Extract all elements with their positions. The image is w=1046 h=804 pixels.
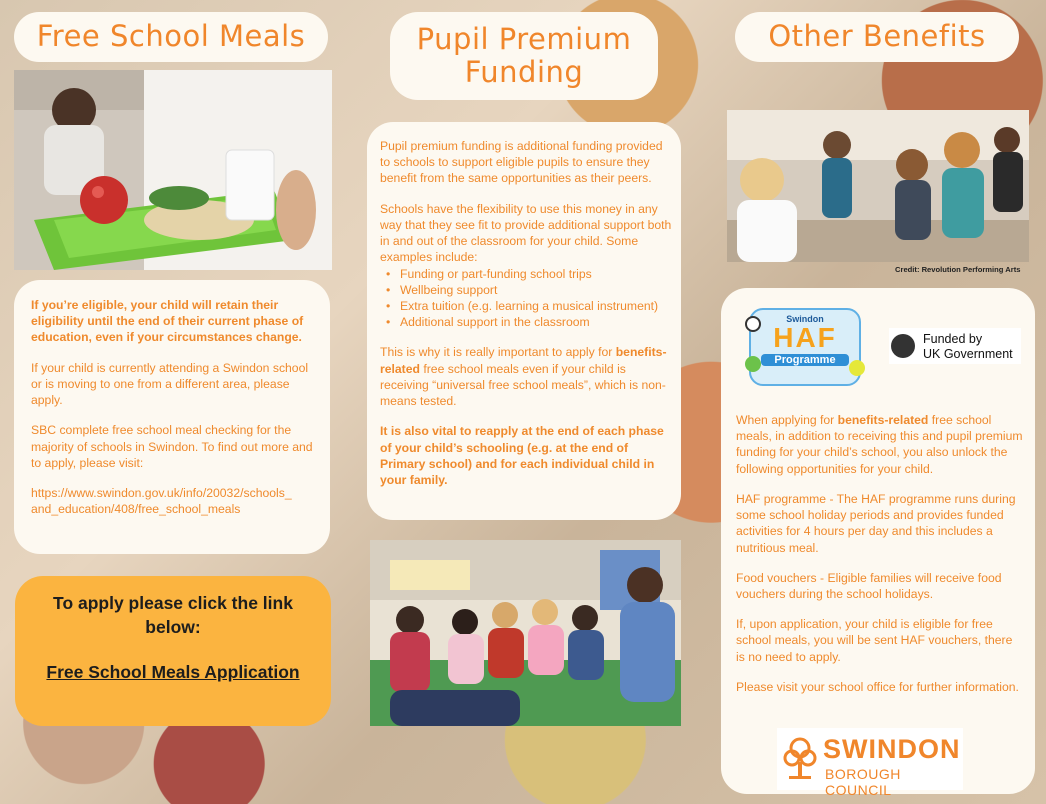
benefits-intro-text: [736, 412, 1024, 477]
classroom-photo: [370, 540, 681, 726]
pp-reapply-text: It is also vital to reapply at the end of each phase of your child’s schooling (e.g. at the end of Primary school) and for each individual child in your family.: [380, 424, 664, 487]
free-school-meals-application-link[interactable]: Free School Meals Application: [46, 662, 300, 683]
pp-important-text: [380, 344, 672, 409]
pp-example-item: • Wellbeing support: [380, 282, 672, 298]
uk-government-logo: [889, 328, 1021, 364]
pupil-premium-title-line1: Pupil Premium: [416, 21, 632, 56]
other-benefits-title: Other Benefits: [735, 12, 1019, 62]
council-logo-line1: SWINDON: [823, 734, 961, 764]
sbc-checking-text: SBC complete free school meal checking for the majority of schools in Swindon. To find out more and to apply, please visit:: [31, 423, 313, 470]
benefits-intro-b: free school meals, in addition to receiving this and pupil premium funding for your child’s school, you also unlock the following opportunities for your child.: [736, 413, 1023, 476]
haf-logo-main: HAF: [773, 322, 837, 353]
pp-example-item: • Extra tuition (e.g. learning a musical instrument): [380, 298, 672, 314]
pp-examples-list: [380, 266, 672, 331]
pp-example-item: • Additional support in the classroom: [380, 314, 672, 330]
swindon-borough-council-logo: [777, 728, 963, 798]
info-url-line1[interactable]: https://www.swindon.gov.uk/info/20032/schools_: [31, 485, 292, 500]
pp-flexibility-text: Schools have the flexibility to use this money in any way that they see fit to provide additional support both in and out of the classroom for your child. Some examples include:: [380, 201, 672, 265]
haf-logo-bottom: Programme: [761, 354, 849, 366]
tree-icon: [783, 736, 817, 782]
funded-by-line2: UK Government: [923, 347, 1013, 361]
apply-box: [15, 576, 331, 726]
school-office-text: Please visit your school office for further information.: [736, 679, 1019, 694]
pupil-premium-panel: [367, 122, 681, 520]
tennis-ball-icon: [849, 360, 865, 376]
lunch-tray-photo: [14, 70, 332, 270]
haf-programme-text: HAF programme - The HAF programme runs during some school holiday periods and provides funded activities for 4 hours per day and this includes a nutritious meal.: [736, 491, 1016, 555]
other-benefits-panel: [721, 288, 1035, 798]
haf-programme-logo: [749, 308, 861, 386]
info-url-line2[interactable]: and_education/408/free_school_meals: [31, 502, 241, 517]
haf-vouchers-text: If, upon application, your child is eligible for free school meals, you will be sent HAF vouchers, there is no need to apply.: [736, 617, 1013, 664]
royal-crest-icon: [891, 334, 915, 358]
pp-intro-text: Pupil premium funding is additional funding provided to schools to support eligible pupils to ensure they benefit from the same opportunities as their peers.: [380, 139, 663, 186]
pupil-premium-title-line2: Funding: [464, 55, 584, 89]
info-url[interactable]: [31, 485, 316, 517]
pp-example-item: • Funding or part-funding school trips: [380, 266, 672, 282]
children-dancing-photo: [727, 110, 1029, 262]
haf-logo-top: Swindon: [786, 314, 824, 324]
pupil-premium-title: [390, 12, 658, 100]
benefits-intro-a: When applying for: [736, 413, 838, 427]
free-school-meals-title: Free School Meals: [14, 12, 328, 62]
pp-important-bold: benefits-related: [380, 345, 667, 376]
benefits-intro-bold: benefits-related: [837, 413, 929, 427]
council-logo-line2: BOROUGH COUNCIL: [825, 766, 901, 798]
apply-instruction: To apply please click the link below:: [53, 593, 293, 637]
eligibility-panel: [14, 280, 330, 554]
funded-by-line1: Funded by: [923, 332, 983, 346]
apple-icon: [745, 356, 761, 372]
eligibility-bold-text: If you’re eligible, your child will retain their eligibility until the end of their current phase of education, even if your circumstances change.: [31, 298, 304, 345]
football-icon: [745, 316, 761, 332]
food-vouchers-text: Food vouchers - Eligible families will receive food vouchers during the school holidays.: [736, 570, 1002, 601]
attending-school-text: If your child is currently attending a Swindon school or is moving to one from a different area, please apply.: [31, 360, 309, 408]
pp-important-text-b: free school meals even if your child is receiving “universal free school meals”, which is non-means tested.: [380, 361, 666, 409]
pp-important-text-a: This is why it is really important to apply for: [380, 345, 616, 360]
photo-credit: Credit: Revolution Performing Arts: [895, 265, 1021, 274]
